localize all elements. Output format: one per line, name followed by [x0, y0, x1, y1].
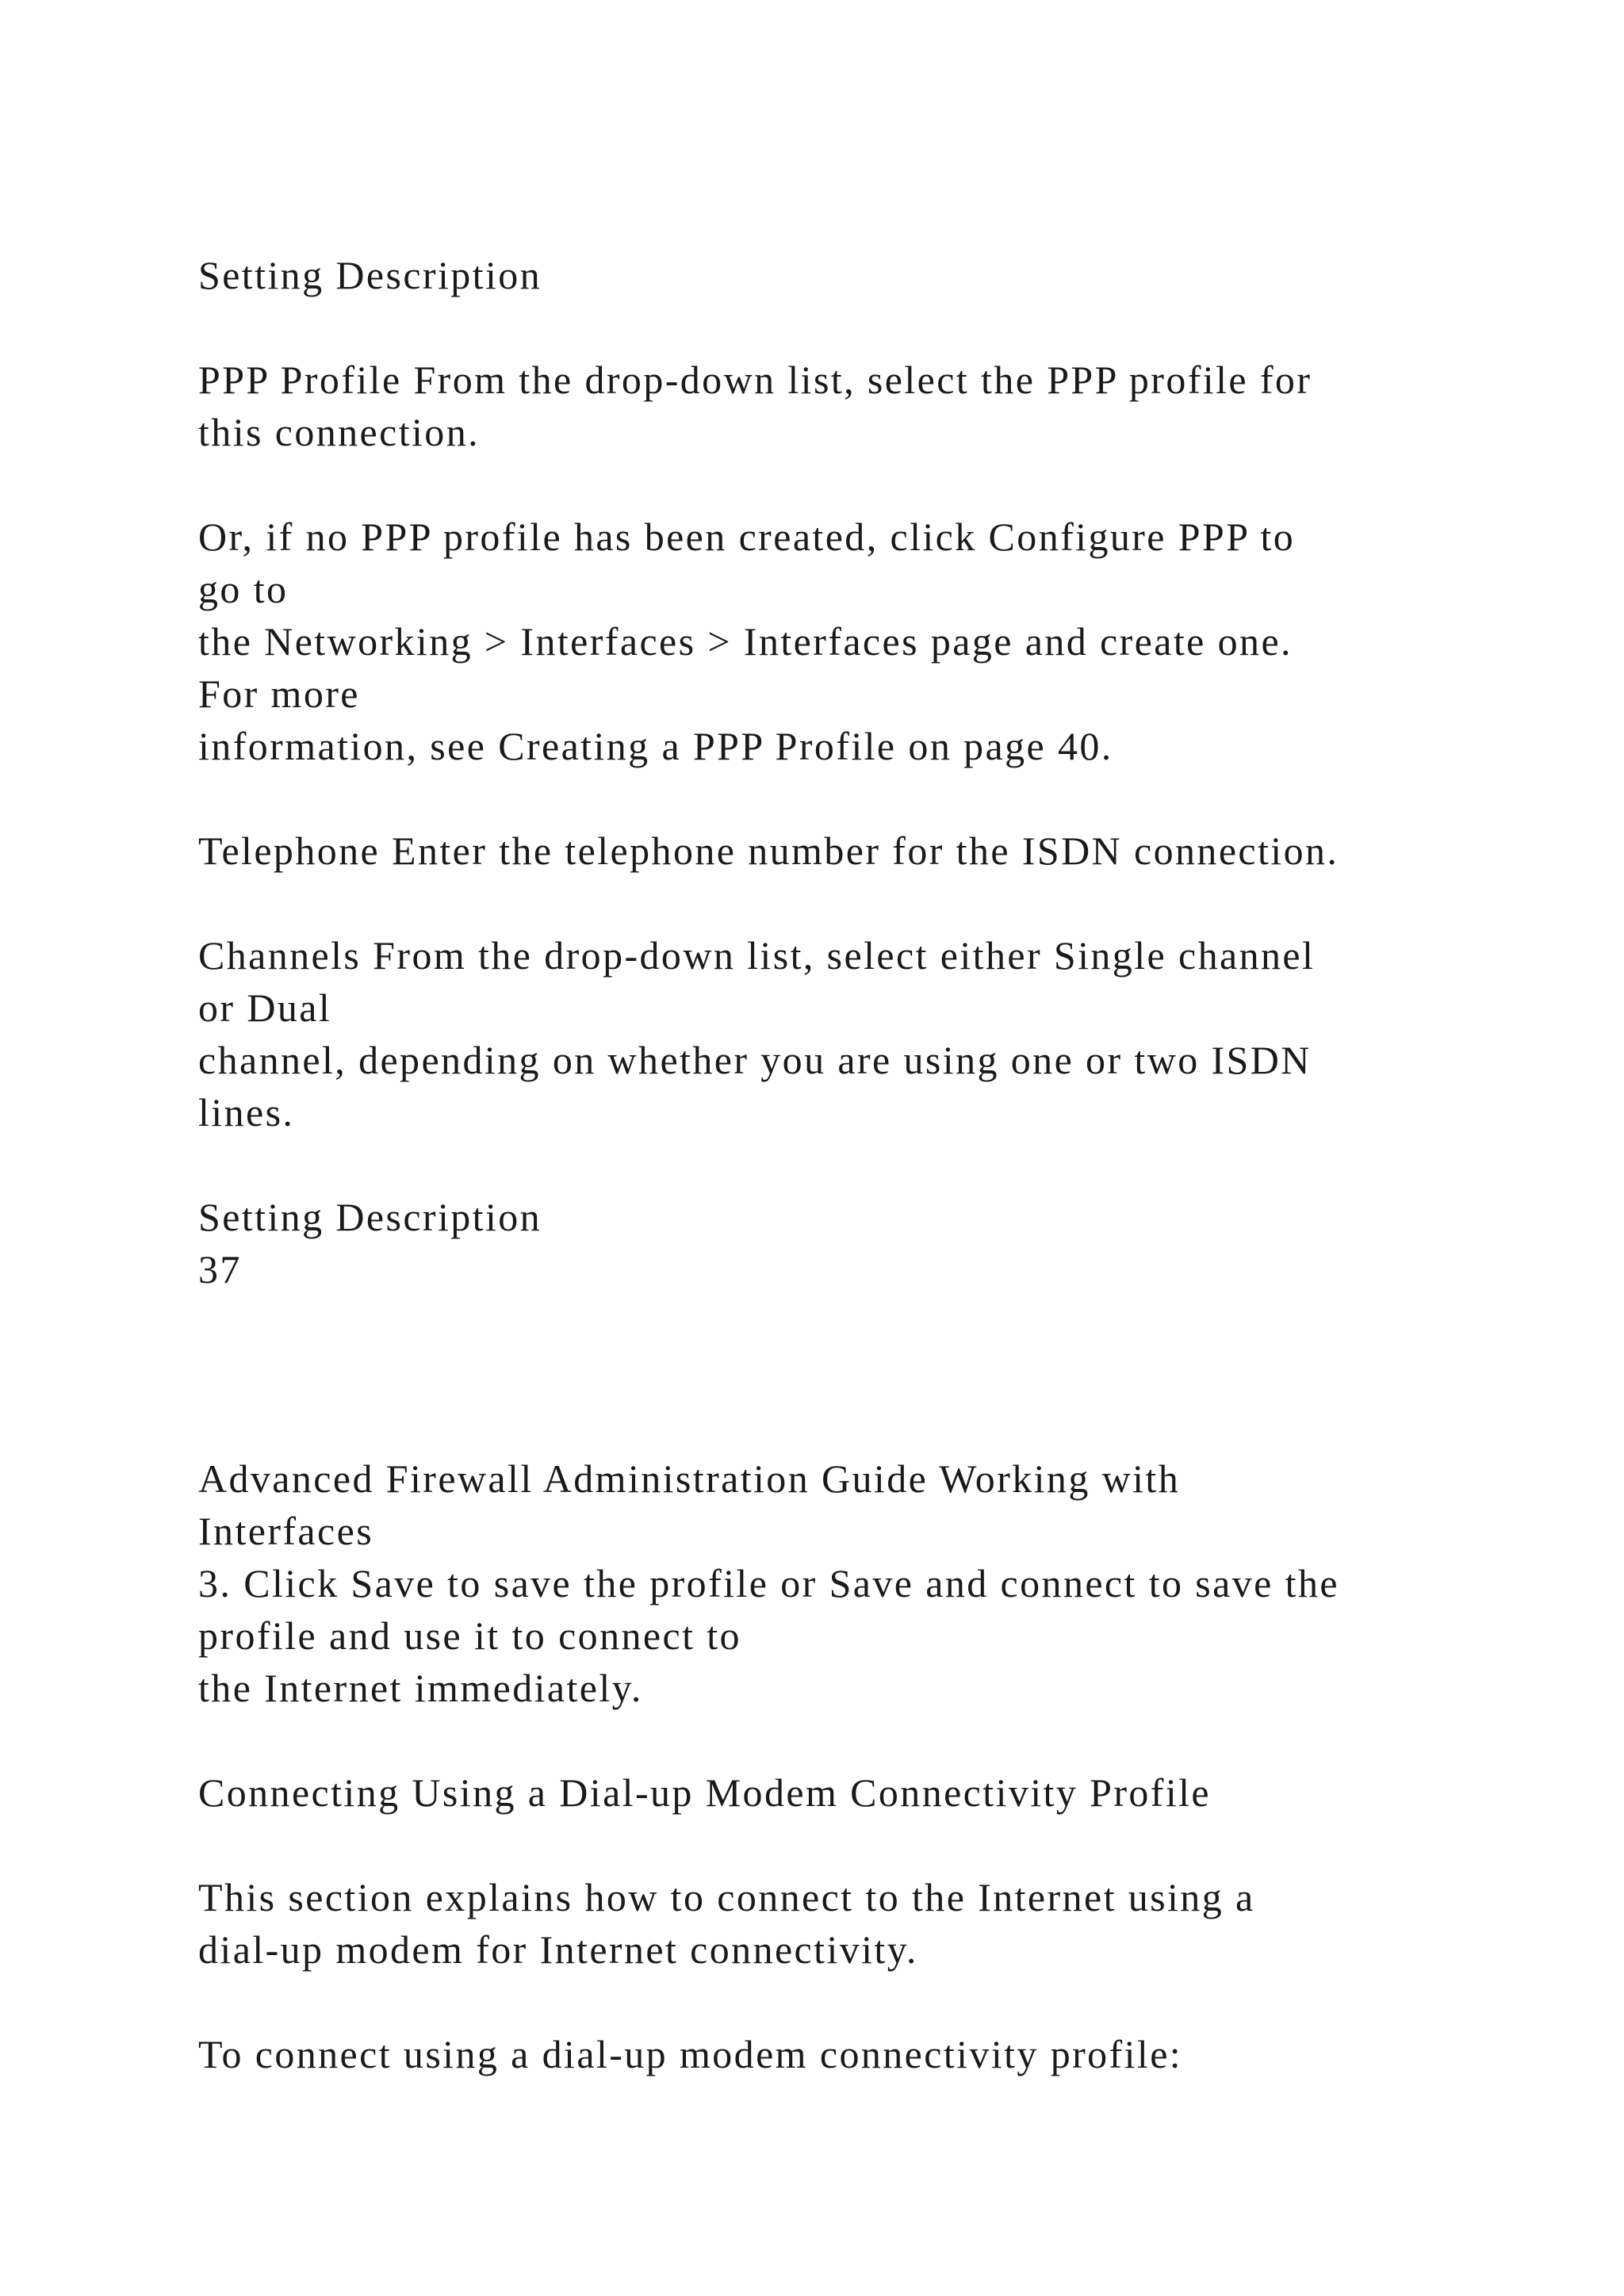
channels-description-line-4: lines.: [198, 1090, 295, 1135]
section-intro-line-1: This section explains how to connect to the Internet using a: [198, 1875, 1255, 1919]
telephone-description: Telephone Enter the telephone number for the ISDN connection.: [198, 828, 1339, 873]
table-header-setting-description-repeat: Setting Description: [198, 1195, 542, 1239]
step-3-line-2: profile and use it to connect to: [198, 1613, 741, 1658]
ppp-profile-note-line-4: For more: [198, 672, 360, 716]
ppp-profile-note-line-2: go to: [198, 567, 289, 611]
running-header-line-1: Advanced Firewall Administration Guide Working with: [198, 1456, 1181, 1501]
ppp-profile-note-line-3: the Networking > Interfaces > Interfaces page and create one.: [198, 619, 1293, 664]
ppp-profile-description-line-1: PPP Profile From the drop-down list, select the PPP profile for: [198, 358, 1312, 402]
running-header-line-2: Interfaces: [198, 1509, 374, 1553]
page-number: 37: [198, 1247, 242, 1292]
ppp-profile-description-line-2: this connection.: [198, 410, 481, 454]
step-3-line-1: 3. Click Save to save the profile or Save and connect to save the: [198, 1561, 1339, 1605]
channels-description-line-2: or Dual: [198, 985, 332, 1030]
step-3-line-3: the Internet immediately.: [198, 1666, 643, 1710]
ppp-profile-note-line-5: information, see Creating a PPP Profile on page 40.: [198, 724, 1113, 768]
section-heading: Connecting Using a Dial-up Modem Connectivity Profile: [198, 1770, 1212, 1815]
ppp-profile-note-line-1: Or, if no PPP profile has been created, click Configure PPP to: [198, 515, 1296, 559]
channels-description-line-1: Channels From the drop-down list, select either Single channel: [198, 933, 1316, 978]
channels-description-line-3: channel, depending on whether you are using one or two ISDN: [198, 1038, 1312, 1082]
procedure-intro: To connect using a dial-up modem connectivity profile:: [198, 2032, 1183, 2076]
table-header-setting-description: Setting Description: [198, 253, 542, 297]
section-intro-line-2: dial-up modem for Internet connectivity.: [198, 1927, 918, 1972]
